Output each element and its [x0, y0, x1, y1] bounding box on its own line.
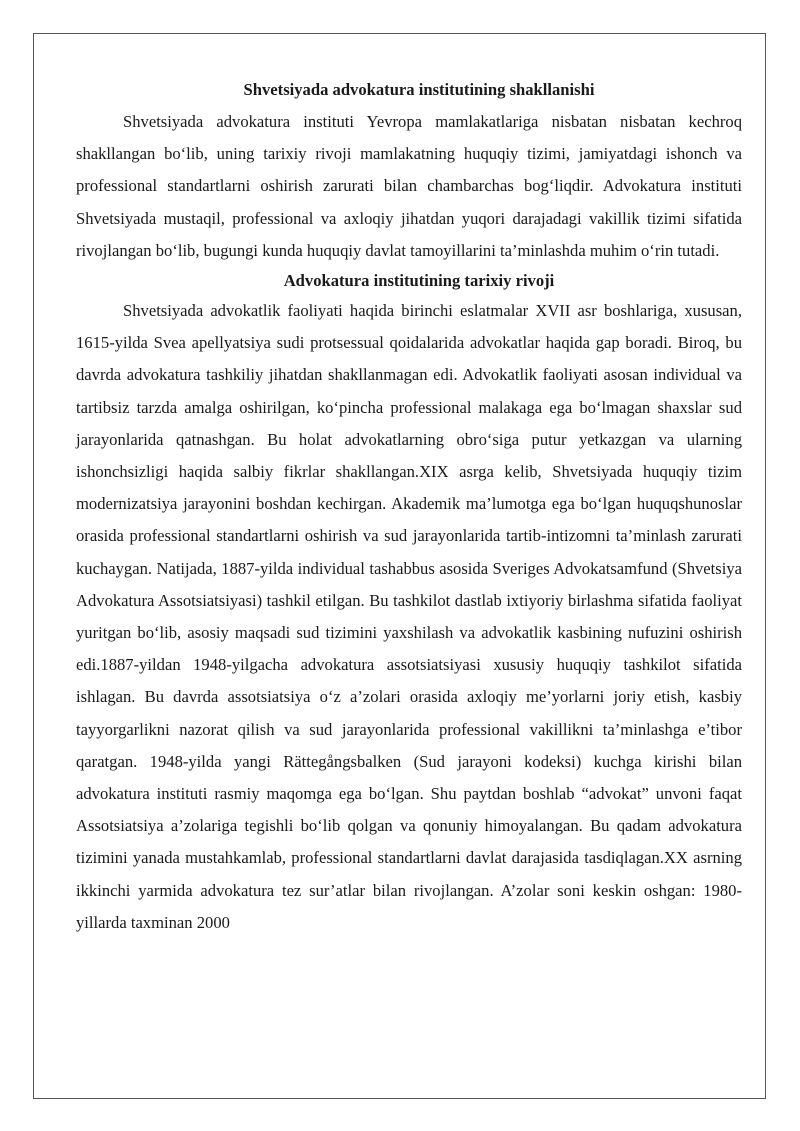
history-paragraph: Shvetsiyada advokatlik faoliyati haqida birinchi eslatmalar XVII asr boshlariga, xususan, 1615-yilda Svea apellyatsiya sudi protsessual qoidalarida advokatlar haqida gap boradi. Biroq, bu davrda advokatura tashkiliy jihatdan shakllanmagan edi. Advokatlik faoliyati asosan individual va tartibsiz tarzda amalga oshirilgan, ko‘pincha professional malakaga ega bo‘lmagan shaxslar sud jarayonlarida qatnashgan. Bu holat advokatlarning obro‘siga putur yetkazgan va ularning ishonchsizligi haqida salbiy fikrlar shakllangan.XIX asrga kelib, Shvetsiyada huquqiy tizim modernizatsiya jarayonini boshdan kechirgan. Akademik ma’lumotga ega bo‘lgan huquqshunoslar orasida professional standartlarni oshirish va sud jarayonlarida tartib-intizomni ta’minlash zarurati kuchaygan. Natijada, 1887-yilda individual tashabbus asosida Sveriges Advokatsamfund (Shvetsiya Advokatura Assotsiatsiyasi) tashkil etilgan. Bu tashkilot dastlab ixtiyoriy birlashma sifatida faoliyat yuritgan bo‘lib, asosiy maqsadi sud tizimini yaxshilash va advokatlik kasbining nufuzini oshirish edi.1887-yildan 1948-yilgacha advokatura assotsiatsiyasi xususiy huquqiy tashkilot sifatida ishlagan. Bu davrda assotsiatsiya o‘z a’zolari orasida axloqiy me’yorlarni joriy etish, kasbiy tayyorgarlikni nazorat qilish va sud jarayonlarida professional vakillikni ta’minlashga e’tibor qaratgan. 1948-yilda yangi Rättegångsbalken (Sud jarayoni kodeksi) kuchga kirishi bilan advokatura instituti rasmiy maqomga ega bo‘lgan. Shu paytdan boshlab “advokat” unvoni faqat Assotsiatsiya a’zolariga tegishli bo‘lib qolgan va qonuniy himoyalangan. Bu qadam advokatura tizimini yanada mustahkamlab, professional standartlarni davlat darajasida tasdiqlagan.XX asrning ikkinchi yarmida advokatura tez sur’atlar bilan rivojlangan. A’zolar soni keskin oshgan: 1980-yillarda taxminan 2000: [76, 301, 742, 932]
document-body: [76, 76, 742, 939]
section-heading: Advokatura institutining tarixiy rivoji: [283, 271, 555, 291]
document-title: Shvetsiyada advokatura institutining shakllanishi: [243, 80, 595, 99]
intro-paragraph: Shvetsiyada advokatura instituti Yevropa mamlakatlariga nisbatan nisbatan kechroq shakllangan bo‘lib, uning tarixiy rivoji mamlakatning huquqiy tizimi, jamiyatdagi ishonch va professional standartlarni oshirish zarurati bilan chambarchas bog‘liqdir. Advokatura instituti Shvetsiyada mustaqil, professional va axloqiy jihatdan yuqori darajadagi vakillik tizimi sifatida rivojlangan bo‘lib, bugungi kunda huquqiy davlat tamoyillarini ta’minlashda muhim o‘rin tutadi.: [76, 112, 742, 260]
